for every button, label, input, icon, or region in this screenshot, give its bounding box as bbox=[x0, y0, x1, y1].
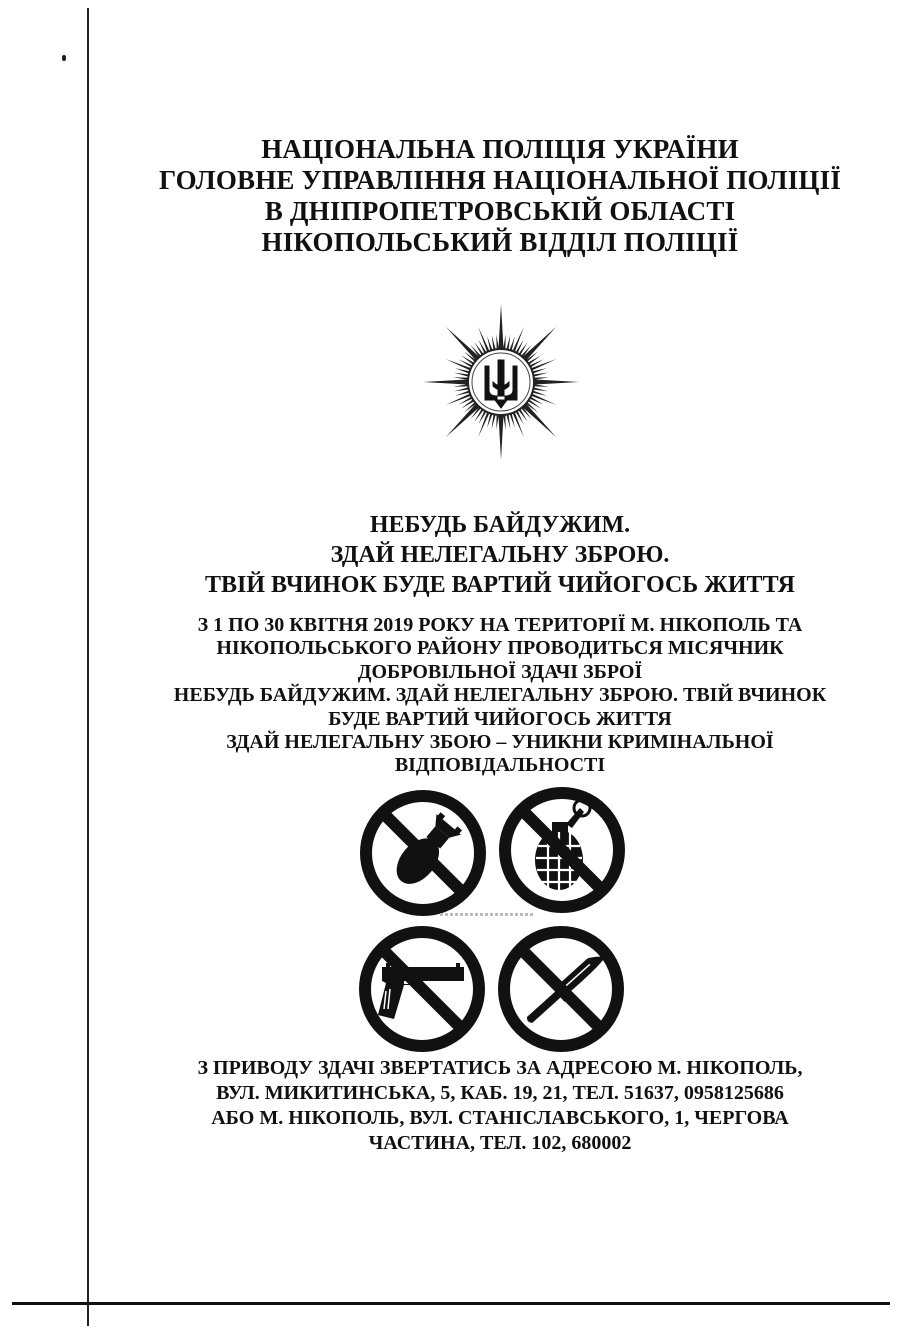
contact-line: З ПРИВОДУ ЗДАЧІ ЗВЕРТАТИСЬ ЗА АДРЕСОЮ М. НІКОПОЛЬ, bbox=[197, 1057, 803, 1079]
header-line: НІКОПОЛЬСЬКИЙ ВІДДІЛ ПОЛІЦІЇ bbox=[261, 227, 739, 257]
body-line: НЕБУДЬ БАЙДУЖИМ. ЗДАЙ НЕЛЕГАЛЬНУ ЗБРОЮ. ТВІЙ ВЧИНОК bbox=[173, 684, 827, 707]
contact-info bbox=[100, 1056, 900, 1156]
emblem-ray bbox=[498, 412, 503, 460]
no-pistol-icon bbox=[356, 923, 488, 1055]
emblem-ray bbox=[423, 379, 471, 384]
body-line: З 1 ПО 30 КВІТНЯ 2019 РОКУ НА ТЕРИТОРІЇ М. НІКОПОЛЬ ТА bbox=[197, 614, 803, 636]
margin-line bbox=[87, 8, 89, 1326]
announcement-body bbox=[100, 614, 900, 778]
body-line: НІКОПОЛЬСЬКОГО РАЙОНУ ПРОВОДИТЬСЯ МІСЯЧНИК bbox=[216, 637, 784, 660]
header-line: ГОЛОВНЕ УПРАВЛІННЯ НАЦІОНАЛЬНОЇ ПОЛІЦІЇ bbox=[158, 165, 842, 195]
body-line: ВІДПОВІДАЛЬНОСТІ bbox=[394, 754, 606, 777]
emblem-ray bbox=[498, 304, 503, 352]
no-knife-icon bbox=[495, 923, 627, 1055]
slogan-line: ТВІЙ ВЧИНОК БУДЕ ВАРТИЙ ЧИЙОГОСЬ ЖИТТЯ bbox=[205, 572, 795, 598]
header-line: В ДНІПРОПЕТРОВСЬКІЙ ОБЛАСТІ bbox=[264, 196, 736, 226]
police-star-trident-icon bbox=[415, 303, 587, 461]
body-line: ЗДАЙ НЕЛЕГАЛЬНУ ЗБОЮ – УНИКНИ КРИМІНАЛЬНОЇ bbox=[226, 731, 774, 754]
body-line: ДОБРОВІЛЬНОЇ ЗДАЧІ ЗБРОЇ bbox=[357, 660, 643, 683]
slogan bbox=[100, 510, 900, 600]
scan-artifact bbox=[440, 913, 535, 916]
bottom-rule bbox=[12, 1302, 890, 1305]
header-line: НАЦІОНАЛЬНА ПОЛІЦІЯ УКРАЇНИ bbox=[261, 134, 739, 164]
contact-line: АБО М. НІКОПОЛЬ, ВУЛ. СТАНІСЛАВСЬКОГО, 1, ЧЕРГОВА bbox=[211, 1107, 789, 1129]
document-header bbox=[100, 134, 900, 258]
body-line: БУДЕ ВАРТИЙ ЧИЙОГОСЬ ЖИТТЯ bbox=[328, 707, 672, 730]
scan-speck bbox=[62, 55, 66, 61]
slogan-line: ЗДАЙ НЕЛЕГАЛЬНУ ЗБРОЮ. bbox=[330, 542, 670, 568]
slogan-line: НЕБУДЬ БАЙДУЖИМ. bbox=[369, 512, 631, 538]
contact-line: ЧАСТИНА, ТЕЛ. 102, 680002 bbox=[368, 1132, 632, 1154]
contact-line: ВУЛ. МИКИТИНСЬКА, 5, КАБ. 19, 21, ТЕЛ. 51637, 0958125686 bbox=[216, 1082, 784, 1104]
no-bomb-icon bbox=[357, 787, 489, 919]
emblem-ray bbox=[531, 379, 579, 384]
no-grenade-icon bbox=[496, 784, 628, 916]
